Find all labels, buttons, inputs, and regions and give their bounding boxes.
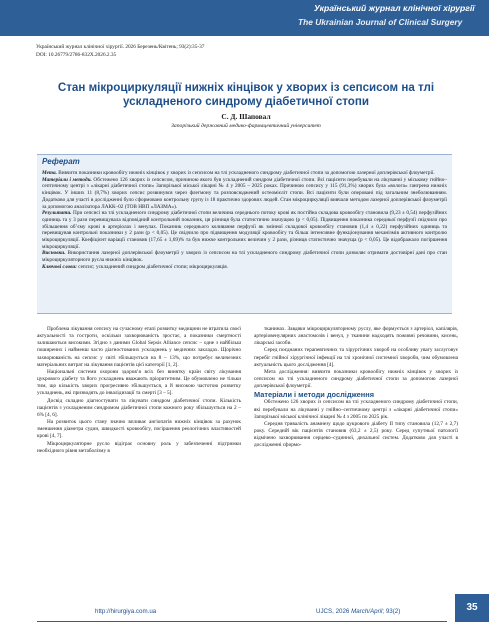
- page-number: 35: [455, 594, 489, 622]
- body-paragraph: Середня тривалість анамнезу щодо цукрового діабету II типу становила (12,7 ± 2,7) року. Середній вік пацієнтів становив (63,2 ± 2,5) року. Серед супутньої патології відмічено захворювання серцево–судинної, дихальної систем. Додатково для участі в дослідженні сформо-: [254, 420, 458, 449]
- author-affiliation: Запорізький державний медико-фармацевтичний університет: [171, 123, 321, 129]
- body-column-right: [254, 326, 458, 450]
- abstract-paragraph: [42, 264, 447, 271]
- abstract-paragraph: [42, 177, 447, 211]
- body-paragraph: Серед поєднаних терапевтичних та хірургічних хвороб на особливу увагу заслуговує перебіг гнійної хірургічної інфекції на тлі хронічної системної хвороби, чим обумовлена актуальність цього дослідження [4].: [254, 347, 458, 368]
- abstract-section-text: Використання лазерної доплерівської флоуметрії у хворих із сепсисом на тлі ускладненого синдрому діабетичної стопи дозволяє отримати достовірні дані про стан мікроциркуляторного русла нижніх кінцівок.: [42, 250, 447, 264]
- abstract-text: [42, 170, 447, 271]
- footer-citation-volume: ; 93(2): [382, 608, 401, 615]
- body-paragraph: тканинах. Завдяки мікроциркуляторному руслу, яке формується з артеріол, капілярів, артеріовенулярних анастомозів і венул, у тканини надходять поживні речовини, кисень, лікарські засоби.: [254, 326, 458, 347]
- abstract-section-label: Матеріали і методи.: [42, 176, 92, 183]
- abstract-paragraph: [42, 210, 447, 250]
- journal-url-text: http://hirurgiya.com.ua: [95, 608, 157, 615]
- abstract-section-text: Вивчити показники кровообігу нижніх кінцівок у хворих із сепсисом на тлі ускладненого синдрому діабетичної стопи за допомогою лазерної доплерівської флоуметрії.: [56, 170, 435, 176]
- body-paragraph: Мета дослідження: вивчити показники кровообігу нижніх кінцівок у хворих із сепсисом на тлі ускладненого синдрому діабетичної стопи за допомогою лазерної доплерівської флоуметрії.: [254, 368, 458, 390]
- abstract-paragraph: [42, 170, 447, 177]
- footer-citation-issue: March/April: [351, 608, 383, 615]
- journal-title-en: The Ukrainian Journal of Clinical Surgery: [298, 17, 463, 27]
- journal-header-band: [0, 0, 489, 36]
- abstract-section-text: При сепсисі на тлі ускладненого синдрому діабетичної стопи величина середнього потоку крові як постійна складова кровообігу становила (9,23 ± 0,54) перфузійних одиниць та у 3 рази перевищувала відповідний контрольний показник, ця різниця була статистично значущою (p < 0,05). Підвищення показника середньої перфузії свідчило про збільшення об’єму крові в артеріолах і венулах. Показник середнього коливання перфузії як змінної складової кровообігу становив (1,4 ± 0,22) перфузійних одиниць та перевищував контрольні показники у 2 рази (p < 0,05). Це свідчило про підвищення модуляції кровообігу та більш інтенсивне функціонування механізмів активного контролю мікроциркуляції. Коефіцієнт варіації становив (17,65 ± 1,69)% та був нижче контрольних величин у 2 рази, різниця статистично значуща (p < 0,05). Це відображало погіршення мікроциркуляції.: [42, 210, 447, 250]
- abstract-section-label: Ключові слова:: [42, 263, 77, 270]
- doi-line: DOI: 10.26779/2786-832X.2026.2.35: [36, 52, 117, 58]
- abstract-section-text: Обстежено 126 хворих із сепсисом, причиною якого був ускладнений синдром діабетичної стопи. Всі пацієнти перебували на лікуванні у міському гнійно–септичному центрі з «лікарні діабетичної стопи» Запорізької міської лікарні № 4 у 2005 – 2025 роках. Причиною сепсису у 115 (91,3%) хворих була «волога» гангрена нижніх кінцівок. У інших 11 (8,7%) хворих сепсис розвинувся через флегмону та розповсюджений остеомієліт стопи. Всі пацієнти були оперовані під загальним знеболюванням. Додатково для участі в дослідженні було сформовано контрольну групу із 18 практично здорових людей. Стан мікроциркуляції вивчали методом лазерної доплерівської флоуметрії за допомогою аналізатора ЛАКК–02 (ТОВ НВП «ЛАЗМА»).: [42, 176, 447, 210]
- journal-url: [95, 608, 156, 615]
- body-paragraph: Мікроциркуляторне русло відіграє основну роль у забезпеченні підтримки необхідного рівня метаболізму в: [37, 440, 241, 454]
- article-title: Стан мікроциркуляції нижніх кінцівок у хворих із сепсисом на тлі ускладненого синдрому діабетичної стопи: [57, 81, 435, 108]
- abstract-section-label: Висновки.: [42, 250, 66, 257]
- footer-citation-prefix: UJCS, 2026: [316, 608, 352, 615]
- abstract-section-label: Результати.: [42, 210, 72, 217]
- abstract-section-label: Мета.: [42, 170, 57, 176]
- body-column-left: [37, 326, 241, 455]
- footer-divider: [37, 621, 447, 622]
- footer-citation: [316, 608, 400, 615]
- journal-title-ua: Український журнал клінічної хірургії: [314, 3, 475, 13]
- body-paragraph: Національні системи охорони здоров’я всіх без винятку країн світу лікування цукрового діабету та його ускладнень вважають пріоритетним. Це обумовлено не тільки тим, що кількість хворих прогресивно збільшується, а й високою частотою розвитку ускладнень, які призводять до інвалідизації та смерті [3 – 5].: [37, 368, 241, 397]
- abstract-heading: Реферат: [42, 157, 80, 166]
- body-paragraph: Обстежено 126 хворих із сепсисом на тлі ускладненого синдрому діабетичної стопи, які перебували на лікуванні у гнійно–септичному центрі з «лікарні діабетичної стопи» Запорізької міської клінічної лікарні № 4 з 2005 по 2025 рік.: [254, 399, 458, 420]
- body-paragraph: Проблема лікування сепсису на сучасному етапі розвитку медицини не втратила своєї актуальності та гостроти, оскільки захворюваність зростає, а показники смертності залишаються високими. Згідно з даними Global Sepsis Alliance сепсис – одне з найбільш поширених і найменш часто діагностованих ускладнень у медичних закладах. Щорічно захворюваність на сепсис у світі збільшується на 8 – 13%, що потребує величезних матеріальних витрат на лікування пацієнтів цієї категорії [1, 2].: [37, 326, 241, 368]
- abstract-section-text: сепсис; ускладнений синдром діабетичної стопи; мікроциркуляція.: [76, 263, 228, 270]
- article-author: С. Д. Шаповал: [221, 112, 271, 121]
- abstract-paragraph: [42, 250, 447, 263]
- body-paragraph: На розвиток цього стану значно впливає ангіопатія нижніх кінцівок за рахунок зменшення діаметра судин, швидкості кровообігу, погіршення реологічних властивостей крові [4, 7].: [37, 419, 241, 440]
- body-paragraph: Досвід складно діагностувати та лікувати синдром діабетичної стопи. Кількість пацієнтів з ускладненим синдромом діабетичної стопи кожного року збільшується на 2 – 6% [4, 6].: [37, 397, 241, 418]
- journal-citation-line: Український журнал клінічної хірургії. 2026 Березень/Квітень; 93(2):35-37: [36, 44, 205, 50]
- section-title: Матеріали і методи дослідження: [254, 390, 375, 400]
